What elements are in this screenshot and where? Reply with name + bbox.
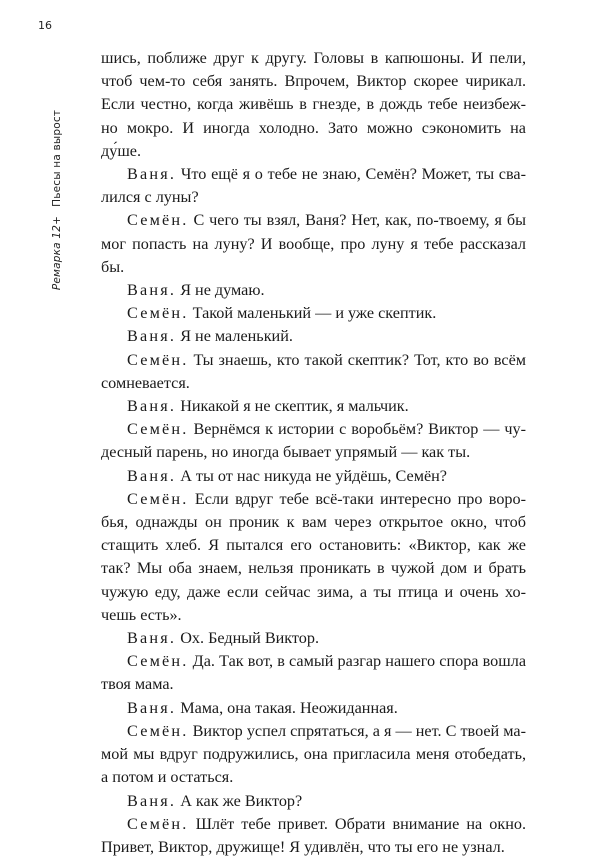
text-line: [101, 557, 526, 580]
line-text: С чего ты взял, Ваня? Нет, как, по-твоему, я бы: [188, 211, 526, 230]
line-text: чужую еду, даже если сейчас зима, а ты птица и очень хо-: [101, 582, 526, 601]
text-line: [101, 47, 526, 70]
speaker-name: Семён.: [127, 652, 189, 671]
text-line: [101, 836, 526, 859]
text-line: [101, 233, 526, 279]
speaker-name: Ваня.: [127, 698, 177, 717]
speaker-name: Ваня.: [127, 327, 177, 346]
text-line: [101, 627, 526, 650]
text-line: [101, 372, 526, 395]
text-line: [101, 697, 526, 720]
speaker-name: Ваня.: [127, 466, 177, 485]
text-line: [101, 673, 526, 696]
speaker-name: Ваня.: [127, 165, 177, 184]
text-line: [101, 186, 526, 209]
line-text: Если вдруг тебе всё-таки интересно про воро-: [188, 489, 526, 508]
running-head: [51, 110, 63, 290]
line-text: Привет, Виктор, дружище! Я удивлён, что ты его не узнал.: [101, 837, 505, 856]
line-text: Шлёт тебе привет. Обрати внимание на окно.: [188, 814, 526, 833]
text-line: [101, 209, 526, 232]
running-head-title: Пьесы на вырост: [51, 109, 63, 207]
text-line: [101, 163, 526, 186]
text-line: [101, 534, 526, 557]
text-line: [101, 395, 526, 418]
line-text: А как же Виктор?: [176, 791, 303, 810]
line-text: Если честно, когда живёшь в гнезде, в дождь тебе неизбеж-: [101, 95, 526, 114]
line-text: Я не думаю.: [176, 281, 265, 300]
line-text: Я не маленький.: [176, 327, 293, 346]
line-text: а потом и остаться.: [101, 768, 234, 787]
text-line: [101, 743, 526, 766]
speaker-name: Семён.: [127, 489, 189, 508]
speaker-name: Семён.: [127, 814, 189, 833]
text-line: [101, 720, 526, 743]
line-text: Ох. Бедный Виктор.: [176, 629, 320, 648]
text-line: [101, 279, 526, 302]
text-line: [101, 117, 526, 140]
line-text: Виктор успел спрятаться, а я — нет. С твоей ма-: [188, 721, 526, 740]
text-line: [101, 302, 526, 325]
page-text: [101, 47, 526, 859]
text-line: [101, 418, 526, 441]
line-text: Что ещё я о тебе не знаю, Семён? Может, ты сва-: [176, 165, 526, 184]
text-line: [101, 766, 526, 789]
speaker-name: Семён.: [127, 350, 189, 369]
text-line: [101, 581, 526, 604]
text-line: [101, 511, 526, 534]
text-line: [101, 140, 526, 163]
line-text: ду́ше.: [101, 141, 142, 160]
text-line: [101, 441, 526, 464]
speaker-name: Семён.: [127, 211, 189, 230]
line-text: лился с луны?: [101, 188, 199, 207]
page-number: 16: [38, 19, 52, 32]
speaker-name: Ваня.: [127, 281, 177, 300]
text-line: [101, 813, 526, 836]
line-text: но мокро. И иногда холодно. Зато можно сэкономить на: [101, 118, 526, 137]
text-line: [101, 325, 526, 348]
text-line: [101, 93, 526, 116]
speaker-name: Ваня.: [127, 791, 177, 810]
line-text: так? Мы оба знаем, нельзя проникать в чужой дом и брать: [101, 559, 526, 578]
speaker-name: Семён.: [127, 721, 189, 740]
running-head-series: Ремарка 12+: [51, 215, 63, 291]
text-line: [101, 349, 526, 372]
speaker-name: Семён.: [127, 304, 189, 323]
line-text: Да. Так вот, в самый разгар нашего спора вошла: [188, 652, 526, 671]
line-text: сомневается.: [101, 373, 190, 392]
line-text: шись, поближе друг к другу. Головы в капюшоны. И пели,: [101, 49, 526, 67]
line-text: Ты знаешь, кто такой скептик? Тот, кто во всём: [188, 350, 526, 369]
line-text: А ты от нас никуда не уйдёшь, Семён?: [176, 466, 447, 485]
text-line: [101, 488, 526, 511]
line-text: стащить хлеб. Я пытался его остановить: «Виктор, как же: [101, 536, 526, 555]
speaker-name: Семён.: [127, 420, 189, 439]
text-line: [101, 465, 526, 488]
line-text: Никакой я не скептик, я мальчик.: [176, 397, 409, 416]
line-text: твоя мама.: [101, 675, 174, 694]
line-text: бья, однажды он проник к вам через открытое окно, чтоб: [101, 513, 526, 532]
text-line: [101, 790, 526, 813]
text-line: [101, 70, 526, 93]
text-line: [101, 604, 526, 627]
text-line: [101, 650, 526, 673]
line-text: мог попасть на луну? И вообще, про луну я тебе рассказал бы.: [101, 234, 526, 276]
line-text: Такой маленький — и уже скептик.: [188, 304, 437, 323]
line-text: десный парень, но иногда бывает упрямый — как ты.: [101, 443, 471, 462]
speaker-name: Ваня.: [127, 629, 177, 648]
line-text: Мама, она такая. Неожиданная.: [176, 698, 398, 717]
line-text: Вернёмся к истории с воробьём? Виктор — чу-: [188, 420, 526, 439]
speaker-name: Ваня.: [127, 397, 177, 416]
line-text: чешь есть».: [101, 605, 182, 624]
line-text: чтоб чем-то себя занять. Впрочем, Виктор скорее чирикал.: [101, 72, 526, 91]
line-text: мой мы вдруг подружились, она пригласила меня отобедать,: [101, 745, 526, 764]
